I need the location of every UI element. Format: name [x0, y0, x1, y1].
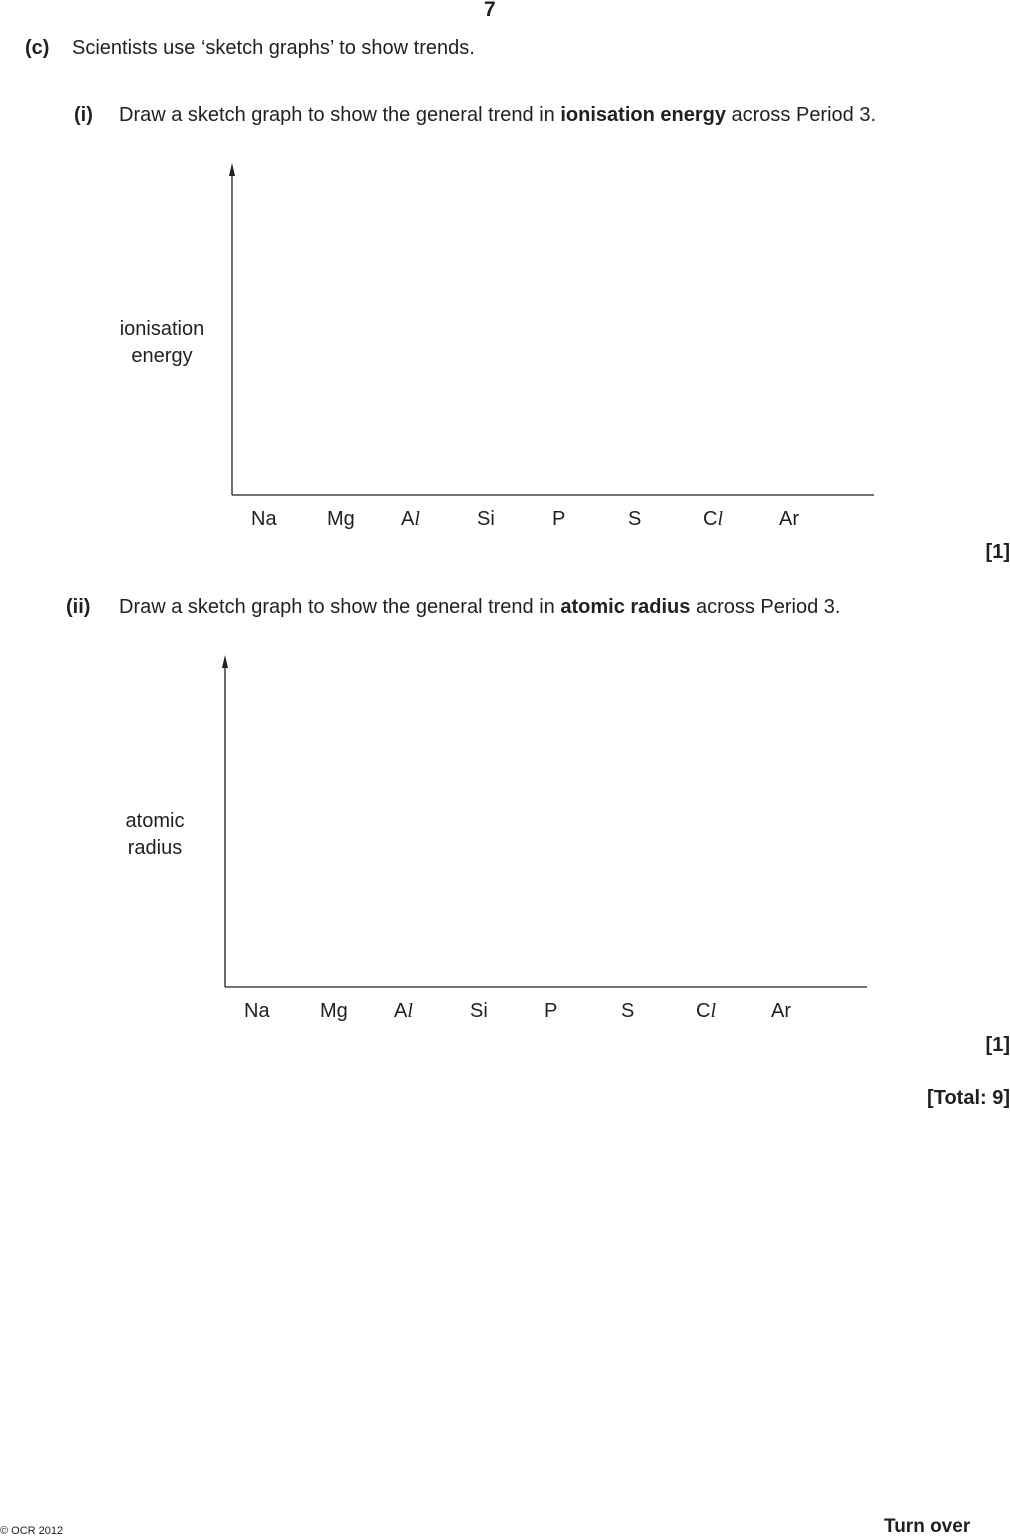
question-text-ii-end: across Period 3. — [690, 596, 841, 618]
graph-i-tick-p: P — [552, 508, 566, 530]
graph-i-tick-ar: Ar — [779, 508, 799, 530]
copyright: © OCR 2012 — [0, 1525, 64, 1537]
graph-ii-tick-cl: Cl — [696, 1000, 717, 1022]
graph-ii-tick-p: P — [544, 1000, 558, 1022]
graph-i-y-axis-label-line1: ionisation — [119, 318, 205, 340]
question-text-i-emphasis: ionisation energy — [560, 104, 726, 126]
turn-over: Turn over — [884, 1516, 971, 1537]
question-label-i: (i) — [74, 104, 93, 126]
graph-ii-y-axis-label-line1: atomic — [125, 810, 185, 832]
question-text-ii-start: Draw a sketch graph to show the general trend in — [119, 596, 561, 618]
graph-i-tick-s: S — [628, 508, 642, 530]
question-text-ii-emphasis: atomic radius — [560, 596, 691, 618]
graph-ii-tick-si: Si — [470, 1000, 488, 1022]
question-label-c: (c) — [25, 37, 50, 59]
graph-i-tick-cl: Cl — [703, 508, 724, 530]
graph-ii-tick-na: Na — [244, 1000, 270, 1022]
question-text-i-end: across Period 3. — [725, 104, 877, 126]
graph-i-tick-si: Si — [477, 508, 495, 530]
page-number: 7 — [484, 0, 496, 21]
graph-i-tick-mg: Mg — [327, 508, 355, 530]
question-text-c: Scientists use ‘sketch graphs’ to show trends. — [72, 37, 475, 59]
graph-ii-tick-ar: Ar — [771, 1000, 791, 1022]
graph-ii-tick-mg: Mg — [320, 1000, 348, 1022]
graph-i-tick-al: Al — [401, 508, 420, 530]
marks-i: [1] — [985, 541, 1010, 563]
marks-ii: [1] — [985, 1034, 1010, 1056]
question-text-i-start: Draw a sketch graph to show the general trend in — [119, 104, 561, 126]
graph-i-tick-na: Na — [251, 508, 277, 530]
graph-ii-y-axis-label-line2: radius — [127, 837, 183, 859]
graph-ii-tick-al: Al — [394, 1000, 413, 1022]
question-label-ii: (ii) — [66, 596, 91, 618]
graph-ii-tick-s: S — [621, 1000, 635, 1022]
graph-ii-y-axis-arrow — [222, 655, 228, 668]
graph-i-y-axis-label-line2: energy — [131, 345, 193, 367]
total-marks: [Total: 9] — [927, 1087, 1010, 1109]
graph-ii-y-axis-label — [108, 808, 202, 862]
